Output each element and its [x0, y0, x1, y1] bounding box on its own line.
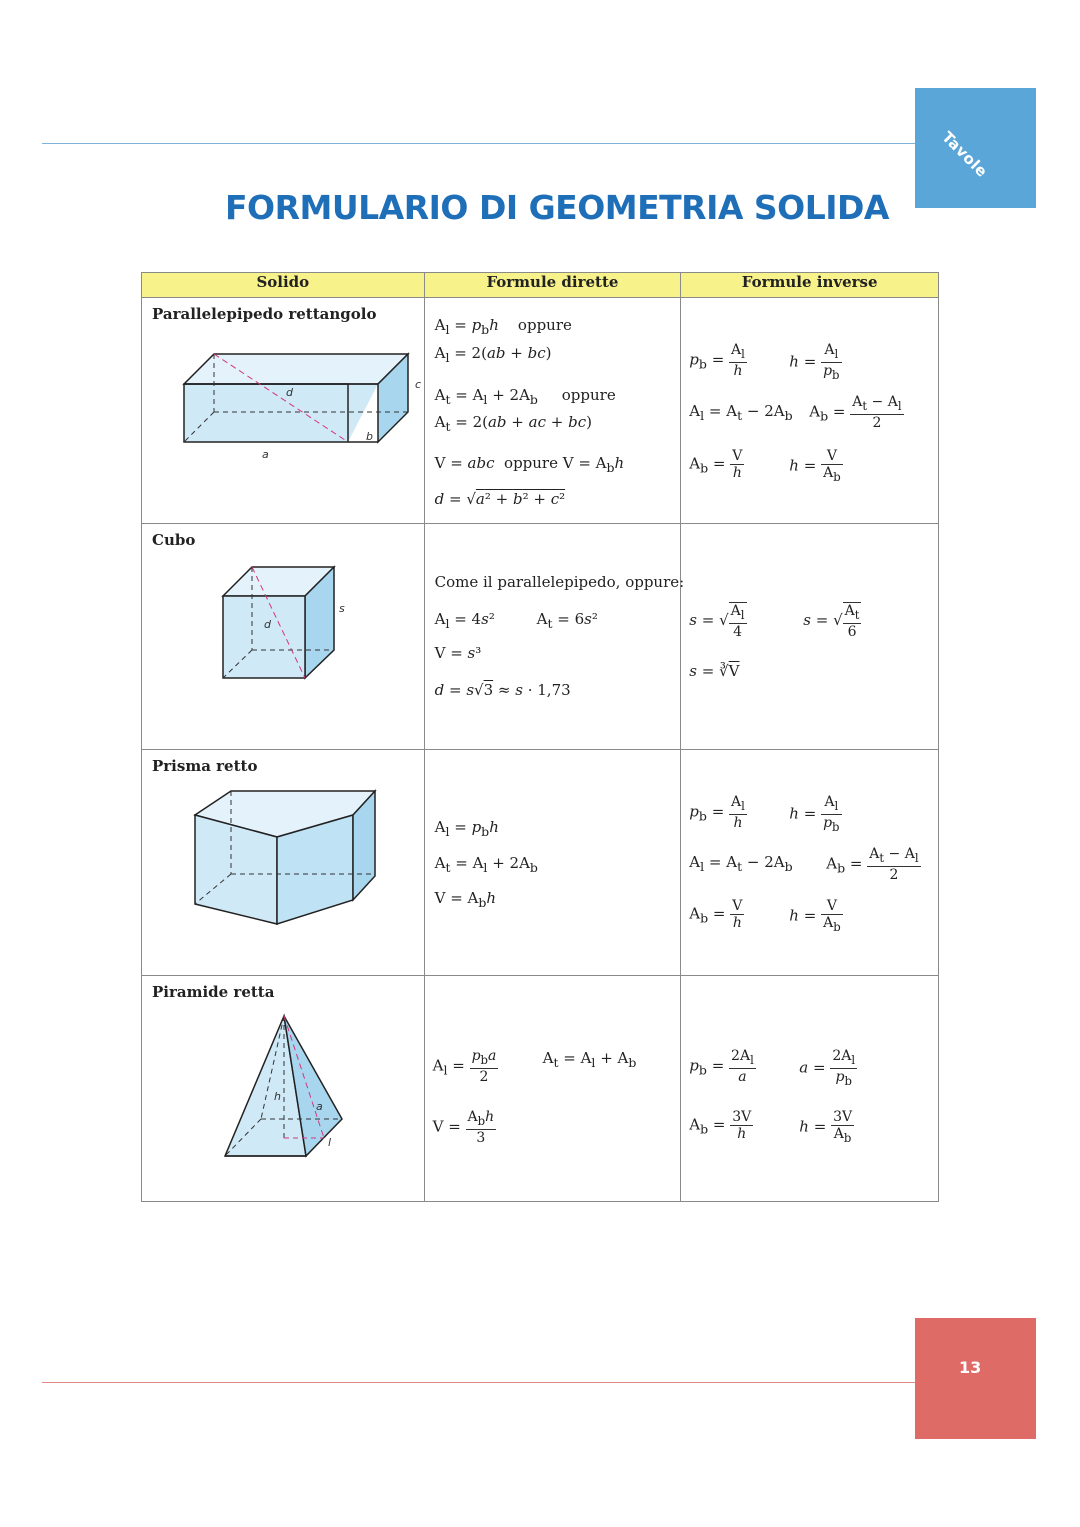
formula: $p_b$ = $\frac{2A_l}{a}$ — [689, 1048, 754, 1085]
formula: $A_t = A_l + A_b$ — [542, 1049, 637, 1070]
page-number: 13 — [959, 1358, 982, 1377]
page-title: FORMULARIO DI GEOMETRIA SOLIDA — [225, 188, 889, 227]
formula: s = √ $\frac{A_l}{4}$ — [689, 603, 745, 640]
solid-name: Piramide retta — [152, 983, 275, 1001]
formula: d = √a² + b² + c² — [434, 490, 566, 508]
parallelepiped-figure — [178, 348, 428, 468]
formula: $A_l = A_t - 2A_b$ — [689, 853, 793, 874]
direct-formulas-cell — [424, 750, 681, 976]
formula: $A_b$ = $\frac{A_t - A_l}{2}$ — [826, 846, 919, 883]
formula: $A_t = 6s^2$ — [536, 610, 598, 631]
direct-formulas-cell — [424, 976, 681, 1202]
formula: $A_l = 2(ab + bc)$ — [434, 344, 552, 365]
table-row — [142, 750, 939, 976]
formula: s = √ $\frac{A_t}{6}$ — [803, 603, 860, 640]
formula: $s = ∛\overline{V}$ — [689, 662, 740, 680]
formula: d = s√3 ≈ s · 1,73 — [434, 681, 571, 699]
label-s: s — [339, 602, 345, 615]
inverse-formulas-cell — [681, 976, 939, 1202]
inverse-formulas-cell — [681, 750, 939, 976]
direct-formulas-cell — [424, 298, 681, 524]
column-header-inverse: Formule inverse — [681, 273, 939, 298]
formula: $A_b$ = $\frac{A_t - A_l}{2}$ — [809, 394, 902, 431]
table-header-row — [142, 273, 939, 298]
direct-formulas-cell — [424, 524, 685, 750]
formula: $V = A_bh$ — [434, 889, 497, 910]
formula: h = $\frac{V}{A_b}$ — [789, 448, 841, 484]
cube-figure — [218, 562, 368, 687]
solid-name: Parallelepipedo rettangolo — [152, 305, 377, 323]
top-rule — [42, 143, 916, 144]
formula: $A_t = A_l + 2A_b$ oppure — [434, 386, 616, 407]
label-a: a — [262, 448, 269, 461]
label-l: l — [328, 1136, 332, 1149]
formula: $A_b$ = $\frac{V}{h}$ — [689, 898, 743, 931]
table-row — [142, 298, 939, 524]
formula: $A_b$ = $\frac{V}{h}$ — [689, 448, 743, 481]
formula: V = s³ — [434, 644, 482, 662]
formula: $p_b$ = $\frac{A_l}{h}$ — [689, 794, 745, 831]
formula: $A_l = 4s^2$ — [434, 610, 495, 631]
pyramid-figure — [220, 1012, 360, 1162]
formula: Come il parallelepipedo, oppure: — [434, 573, 685, 591]
formula: $A_t = 2(ab$ + ac + bc) — [434, 413, 592, 434]
column-header-solid: Solido — [142, 273, 425, 298]
formula: $A_l = A_t - 2A_b$ — [689, 402, 793, 423]
label-d: d — [264, 618, 271, 631]
solid-name: Cubo — [152, 531, 196, 549]
label-d: d — [286, 386, 293, 399]
solid-cell — [142, 976, 425, 1202]
page-number-tab — [915, 1318, 1036, 1439]
inverse-formulas-cell — [681, 524, 939, 750]
label-b: b — [366, 430, 373, 443]
formula: h = $\frac{3V}{A_b}$ — [799, 1109, 853, 1145]
section-tab — [915, 88, 1036, 208]
solid-cell — [142, 298, 425, 524]
prism-figure — [190, 786, 390, 931]
solid-cell — [142, 750, 425, 976]
formula: $A_l$ = $p_ba$ 2 — [432, 1048, 497, 1085]
formula-table — [141, 272, 939, 1202]
label-a: a — [316, 1100, 323, 1113]
formula: h = $\frac{V}{A_b}$ — [789, 898, 841, 934]
formula: h = $\frac{A_l}{p_b}$ — [789, 342, 840, 382]
solid-cell — [142, 524, 425, 750]
table-row — [142, 976, 939, 1202]
inverse-formulas-cell — [681, 298, 939, 524]
section-tab-label: Tavole — [938, 128, 992, 181]
bottom-rule — [42, 1382, 916, 1383]
formula: $A_l = p_bh$ — [434, 818, 499, 839]
formula: V = abc oppure $V = A_bh$ — [434, 454, 625, 475]
column-header-direct: Formule dirette — [424, 273, 681, 298]
formula: h = $\frac{A_l}{p_b}$ — [789, 794, 840, 834]
formula: V = $A_bh$ 3 — [432, 1109, 495, 1146]
solid-name: Prisma retto — [152, 757, 258, 775]
label-h: h — [274, 1090, 281, 1103]
label-c: c — [415, 378, 422, 391]
table-row — [142, 524, 939, 750]
formula: $A_l = p_bh$ oppure — [434, 316, 572, 337]
formula: a = $\frac{2A_l}{p_b}$ — [799, 1048, 856, 1088]
formula: $p_b$ = $\frac{A_l}{h}$ — [689, 342, 745, 379]
formula: $A_t = A_l + 2A_b$ — [434, 854, 538, 875]
formula: $A_b$ = $\frac{3V}{h}$ — [689, 1109, 752, 1142]
